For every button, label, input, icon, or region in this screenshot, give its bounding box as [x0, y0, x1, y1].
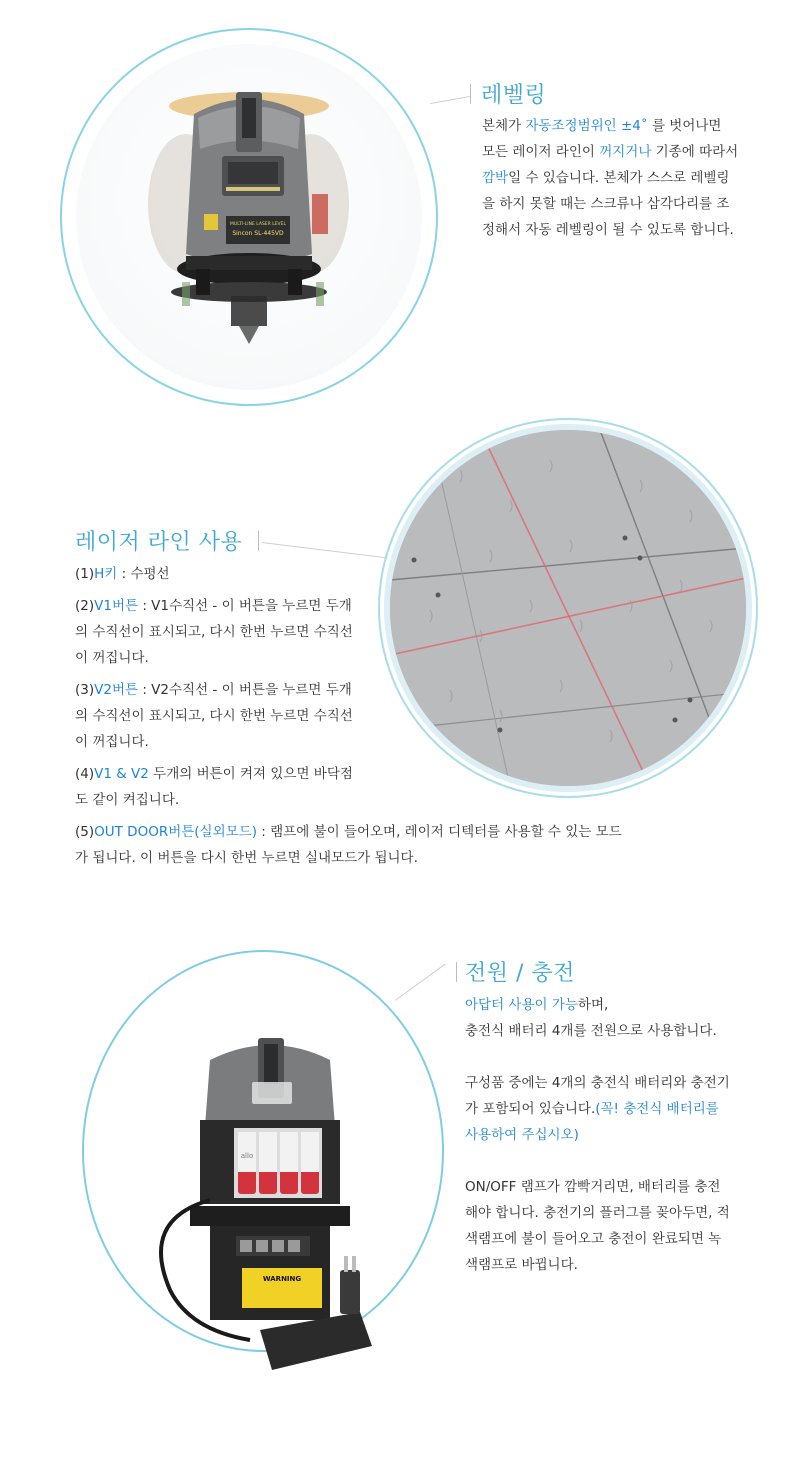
- laser-type-label: MULTI-LINE LASER LEVEL: [230, 222, 286, 227]
- laser-item-line: [75, 729, 715, 755]
- laser-item-line: [75, 593, 715, 619]
- laser-line-description: [75, 561, 715, 871]
- power-line: [465, 1070, 785, 1096]
- power-text: 색램프로 바뀝니다.: [465, 1257, 578, 1273]
- laser-text: 의 수직선이 표시되고, 다시 한번 누르면 수직선: [75, 624, 353, 640]
- title-divider: [456, 962, 457, 982]
- power-text: 색램프에 불이 들어오고 충전이 완료되면 녹: [465, 1231, 722, 1247]
- power-text: 가 포함되어 있습니다.: [465, 1101, 596, 1117]
- power-line: [465, 1096, 785, 1122]
- leveling-text: 모든 레이저 라인이: [482, 144, 600, 160]
- laser-item-line: [75, 677, 715, 703]
- laser-text: 이 꺼집니다.: [75, 734, 149, 750]
- laser-item-v1: [75, 593, 715, 671]
- leveling-text: 기종에 따라서: [651, 144, 739, 160]
- laser-item-line: [75, 703, 715, 729]
- power-highlight-notice: (꼭! 충전식 배터리를: [595, 1101, 719, 1117]
- title-divider: [258, 531, 259, 551]
- power-line: [465, 1200, 785, 1226]
- battery-charger-illustration: [150, 1030, 390, 1380]
- laser-text: 이 꺼집니다.: [75, 650, 149, 666]
- power-highlight-adapter: 아답터 사용이 가능: [465, 997, 578, 1013]
- leveling-line: [482, 113, 782, 139]
- leveling-text: 본체가: [482, 118, 526, 134]
- laser-text: : V2수직선 - 이 버튼을 누르면 두개: [138, 682, 352, 698]
- laser-highlight-v1: V1버튼: [94, 598, 139, 614]
- leveling-text: 일 수 있습니다. 본체가 스스로 레벨링: [508, 170, 730, 186]
- leveling-line: [482, 217, 782, 243]
- power-line: [465, 1252, 785, 1278]
- warning-label: WARNING: [262, 1275, 302, 1283]
- power-text: 하며,: [577, 997, 609, 1013]
- power-text: ON/OFF 램프가 깜빡거리면, 배터리를 충전: [465, 1179, 721, 1195]
- power-highlight-notice: 사용하여 주십시오): [465, 1127, 579, 1143]
- leveling-line: [482, 165, 782, 191]
- laser-item-line: [75, 761, 715, 787]
- battery-brand-label: allo: [240, 1152, 254, 1160]
- laser-text: : 수평선: [117, 566, 170, 582]
- power-paragraph-adapter: [465, 992, 785, 1044]
- leveling-text: 정해서 자동 레벨링이 될 수 있도록 합니다.: [482, 222, 734, 238]
- laser-text: 두개의 버튼이 켜져 있으면 바닥점: [148, 766, 353, 782]
- leveling-product-image: [76, 44, 422, 390]
- laser-text: 도 같이 켜집니다.: [75, 792, 180, 808]
- power-line: [465, 1174, 785, 1200]
- power-description: [465, 992, 785, 1278]
- laser-highlight-outdoor: OUT DOOR버튼(실외모드): [94, 824, 257, 840]
- laser-model-label: Sincon SL-445VD: [232, 230, 284, 237]
- power-line: [465, 1226, 785, 1252]
- title-divider: [470, 84, 471, 104]
- leveling-text: 를 벗어나면: [647, 118, 722, 134]
- laser-item-v2: [75, 677, 715, 755]
- power-title: 전원 / 충전: [465, 961, 575, 986]
- power-paragraph-components: [465, 1070, 785, 1148]
- laser-highlight-h-key: H키: [94, 566, 118, 582]
- leveling-line: [482, 139, 782, 165]
- laser-item-outdoor: [75, 819, 715, 871]
- laser-item-line: [75, 819, 715, 845]
- laser-item-v1-v2: [75, 761, 715, 813]
- laser-text: (5): [75, 824, 95, 840]
- laser-level-illustration: [76, 44, 422, 390]
- laser-item-line: [75, 561, 715, 587]
- power-text: 구성품 중에는 4개의 충전식 배터리와 충전기: [465, 1075, 730, 1091]
- power-line: [465, 1122, 785, 1148]
- leveling-highlight-off: 꺼지거나: [599, 144, 652, 160]
- laser-item-line: [75, 845, 715, 871]
- leveling-section: [0, 0, 800, 430]
- power-text: 충전식 배터리 4개를 전원으로 사용합니다.: [465, 1023, 717, 1039]
- laser-item-line: [75, 645, 715, 671]
- leveling-highlight-blink: 깜박: [482, 170, 509, 186]
- leveling-highlight-auto-range: 자동조정범위인 ±4˚: [525, 118, 648, 134]
- leveling-title: 레벨링: [481, 83, 547, 108]
- laser-text: 의 수직선이 표시되고, 다시 한번 누르면 수직선: [75, 708, 353, 724]
- laser-text: : V1수직선 - 이 버튼을 누르면 두개: [138, 598, 352, 614]
- laser-text: (4): [75, 766, 95, 782]
- leveling-line: [482, 191, 782, 217]
- laser-text: (1): [75, 566, 95, 582]
- laser-line-title: 레이저 라인 사용: [75, 530, 243, 555]
- power-section: [0, 930, 800, 1482]
- title-connector-line: [395, 964, 446, 1001]
- power-product-image: [150, 1030, 390, 1380]
- laser-highlight-v1-v2: V1 & V2: [94, 766, 149, 782]
- laser-text: : 램프에 불이 들어오며, 레이저 디텍터를 사용할 수 있는 모드: [256, 824, 622, 840]
- laser-text: (3): [75, 682, 95, 698]
- leveling-text: 을 하지 못할 때는 스크류나 삼각다리를 조: [482, 196, 730, 212]
- power-text: 해야 합니다. 충전기의 플러그를 꽂아두면, 적: [465, 1205, 730, 1221]
- power-line: [465, 992, 785, 1018]
- laser-item-h-key: [75, 561, 715, 587]
- power-paragraph-charging: [465, 1174, 785, 1278]
- laser-line-section: [0, 420, 800, 890]
- laser-text: (2): [75, 598, 95, 614]
- title-connector-line: [262, 542, 385, 558]
- leveling-description: [482, 113, 782, 243]
- laser-item-line: [75, 787, 715, 813]
- power-line: [465, 1018, 785, 1044]
- title-connector-line: [430, 96, 471, 104]
- laser-highlight-v2: V2버튼: [94, 682, 139, 698]
- laser-text: 가 됩니다. 이 버튼을 다시 한번 누르면 실내모드가 됩니다.: [75, 850, 418, 866]
- laser-item-line: [75, 619, 715, 645]
